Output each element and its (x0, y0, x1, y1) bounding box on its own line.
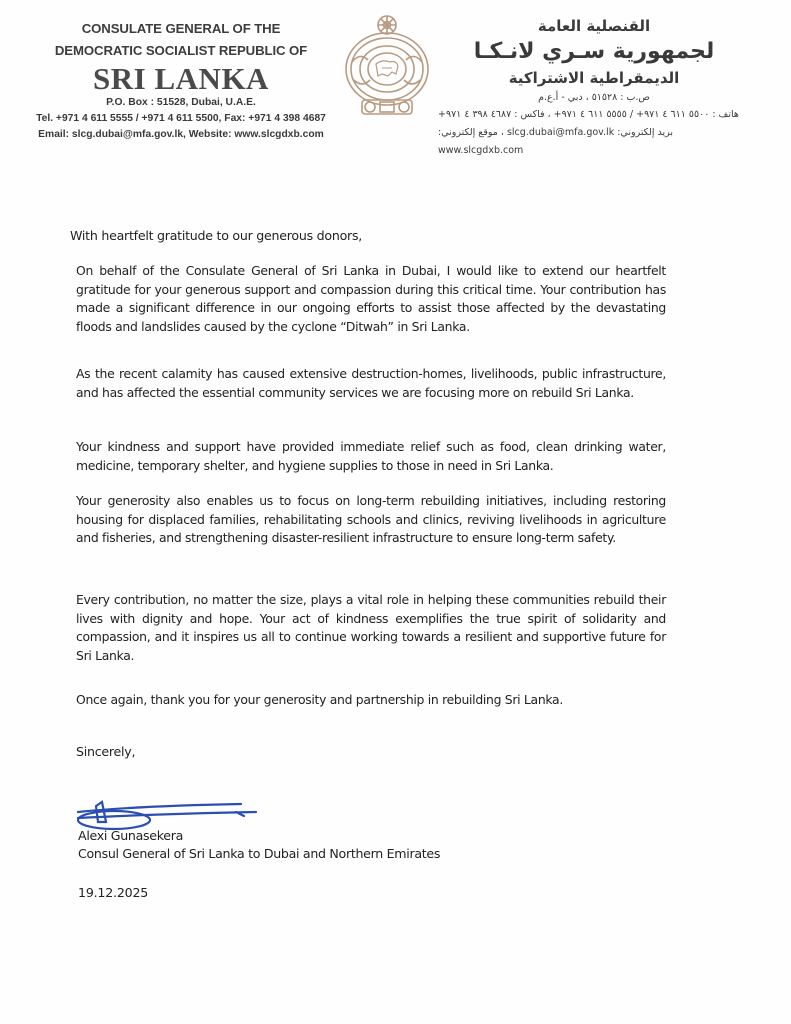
signer-title: Consul General of Sri Lanka to Dubai and Northern Emirates (78, 846, 441, 861)
letterhead-email-website: Email: slcg.dubai@mfa.gov.lk, Website: www.slcgdxb.com (38, 129, 324, 140)
letter-date: 19.12.2025 (78, 885, 149, 900)
letterhead-arabic (434, 14, 754, 160)
national-emblem-icon (340, 12, 434, 116)
letterhead-line-1: CONSULATE GENERAL OF THE (81, 21, 281, 36)
paragraph-2: As the recent calamity has caused extensive destruction-homes, livelihoods, public infrastructure, and has affected the essential community services we are focusing more on rebuild Sri Lanka. (76, 366, 666, 400)
paragraph-5: Every contribution, no matter the size, plays a vital role in helping these communities rebuild their lives with dignity and hope. Your act of kindness exemplifies the true spirit of solidarity and compassion, and it inspires us all to continue working towards a resilient and supportive future for Sri Lanka. (76, 592, 666, 663)
letterhead-country-name: SRI LANKA (93, 61, 269, 96)
letterhead-phone-fax: Tel. +971 4 611 5555 / +971 4 611 5500, Fax: +971 4 398 4687 (36, 113, 326, 124)
salutation: With heartfelt gratitude to our generous donors, (70, 228, 363, 243)
paragraph-4: Your generosity also enables us to focus on long-term rebuilding initiatives, including restoring housing for displaced families, rehabilitating schools and clinics, reviving livelihoods in agriculture and fisheries, and strengthening disaster-resilient infrastructure to ensure long-term safety. (76, 493, 666, 546)
closing: Sincerely, (76, 744, 136, 759)
paragraph-3: Your kindness and support have provided immediate relief such as food, clean drinking water, medicine, temporary shelter, and hygiene supplies to those in need in Sri Lanka. (76, 439, 666, 473)
letterhead-arabic-email-website: بريد إلكتروني: slcg.dubai@mfa.gov.lk ، موقع إلكتروني: www.slcgdxb.com (438, 127, 673, 156)
signer-name: Alexi Gunasekera (78, 828, 184, 843)
letterhead-arabic-line-1: القنصلية العامة (537, 17, 651, 35)
letterhead-arabic-line-3: الديمقراطية الاشتراكية (508, 69, 680, 87)
paragraph-1: On behalf of the Consulate General of Sri Lanka in Dubai, I would like to extend our heartfelt gratitude for your generous support and compassion during this critical time. Your contribution has made a significant difference in our ongoing efforts to assist those affected by the devastating floods and landslides caused by the cyclone “Ditwah” in Sri Lanka. (76, 263, 666, 334)
letterhead-po-box: P.O. Box : 51528, Dubai, U.A.E. (106, 97, 256, 108)
paragraph-6: Once again, thank you for your generosity and partnership in rebuilding Sri Lanka. (76, 692, 563, 707)
letterhead-english (22, 18, 340, 143)
letterhead-arabic-po-box: ص.ب : ٥١٥٢٨ ، دبي - أ.ع.م (538, 92, 650, 103)
letterhead-line-2: DEMOCRATIC SOCIALIST REPUBLIC OF (54, 43, 308, 58)
letterhead-arabic-phone-fax: هاتف : ٥٥٠٠ ٦١١ ٤ ٩٧١+ / ٥٥٥٥ ٦١١ ٤ ٩٧١+ ، فاكس : ٤٦٨٧ ٣٩٨ ٤ ٩٧١+ (438, 109, 739, 120)
letterhead-arabic-line-2: لجمهورية سـري لانـكـا (473, 39, 715, 64)
